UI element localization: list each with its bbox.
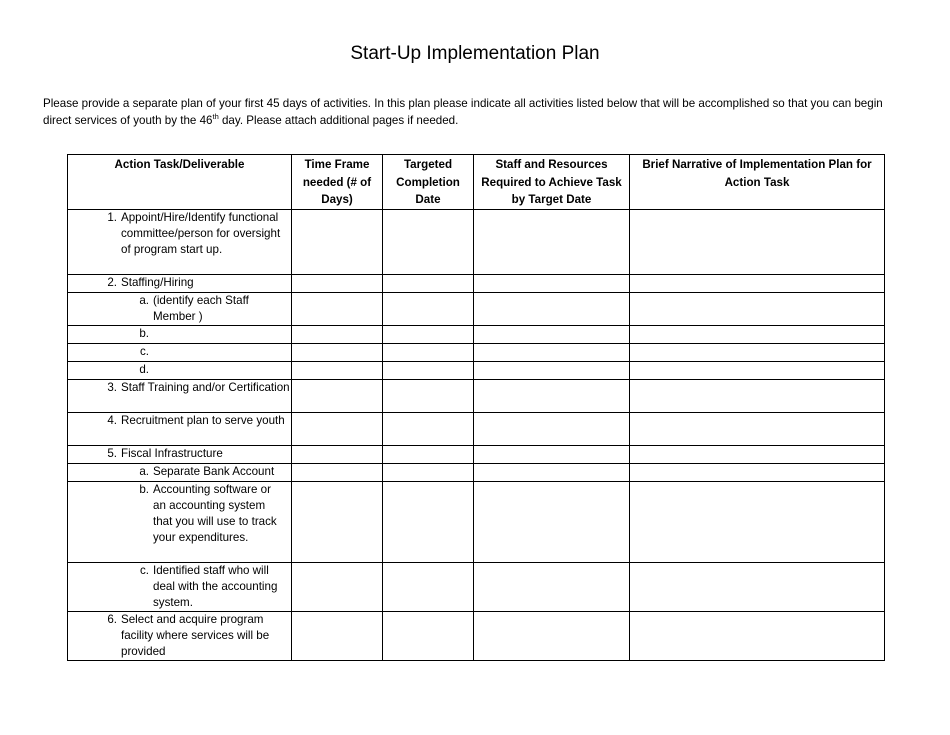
item-text: Select and acquire program facility where services will be provided [121, 612, 270, 658]
narrative-cell[interactable] [630, 379, 885, 412]
time-frame-cell[interactable] [292, 412, 383, 445]
task-cell [68, 463, 292, 481]
completion-date-cell[interactable] [383, 463, 474, 481]
ordinal-suffix: th [212, 112, 219, 121]
task-cell [68, 325, 292, 343]
table-row [68, 343, 885, 361]
staff-resources-cell[interactable] [474, 325, 630, 343]
item-text: (identify each Staff Member ) [153, 293, 249, 323]
task-cell [68, 379, 292, 412]
task-cell [68, 562, 292, 611]
item-letter: b. [139, 482, 149, 496]
completion-date-cell[interactable] [383, 481, 474, 562]
staff-resources-cell[interactable] [474, 361, 630, 379]
table-row [68, 379, 885, 412]
time-frame-cell[interactable] [292, 325, 383, 343]
narrative-cell[interactable] [630, 325, 885, 343]
header-target-date: Targeted Completion Date [383, 155, 474, 210]
item-text: Staff Training and/or Certification [121, 380, 290, 394]
item-text [153, 362, 291, 378]
table-row [68, 445, 885, 463]
header-row [68, 155, 885, 210]
item-text [153, 326, 291, 342]
completion-date-cell[interactable] [383, 379, 474, 412]
task-cell [68, 343, 292, 361]
instructions-text: Please provide a separate plan of your first 45 days of activities. In this plan please indicate all activities listed below that will be accomplished so that you can begin direct services of youth by the 46 [43, 97, 883, 127]
table-row [68, 562, 885, 611]
table-row [68, 209, 885, 274]
completion-date-cell[interactable] [383, 445, 474, 463]
narrative-cell[interactable] [630, 412, 885, 445]
staff-resources-cell[interactable] [474, 379, 630, 412]
narrative-cell[interactable] [630, 209, 885, 274]
implementation-plan-table [67, 154, 885, 661]
instructions-paragraph [43, 95, 913, 129]
staff-resources-cell[interactable] [474, 209, 630, 274]
time-frame-cell[interactable] [292, 463, 383, 481]
item-number: 1. [107, 210, 117, 224]
item-number: 5. [107, 446, 117, 460]
item-text: Recruitment plan to serve youth [121, 413, 285, 427]
header-staff-resources: Staff and Resources Required to Achieve Task by Target Date [474, 155, 630, 210]
task-cell [68, 611, 292, 660]
time-frame-cell[interactable] [292, 209, 383, 274]
task-cell [68, 445, 292, 463]
task-cell [68, 292, 292, 325]
item-number: 3. [107, 380, 117, 394]
time-frame-cell[interactable] [292, 274, 383, 292]
narrative-cell[interactable] [630, 463, 885, 481]
completion-date-cell[interactable] [383, 292, 474, 325]
page-title: Start-Up Implementation Plan [350, 43, 600, 64]
time-frame-cell[interactable] [292, 361, 383, 379]
completion-date-cell[interactable] [383, 611, 474, 660]
table-row [68, 292, 885, 325]
item-letter: c. [139, 344, 149, 358]
completion-date-cell[interactable] [383, 209, 474, 274]
time-frame-cell[interactable] [292, 292, 383, 325]
staff-resources-cell[interactable] [474, 445, 630, 463]
time-frame-cell[interactable] [292, 445, 383, 463]
header-time-frame: Time Frame needed (# of Days) [292, 155, 383, 210]
item-letter: d. [139, 362, 149, 376]
header-action-task: Action Task/Deliverable [68, 155, 292, 210]
staff-resources-cell[interactable] [474, 562, 630, 611]
instructions-text-end: day. Please attach additional pages if needed. [218, 114, 459, 127]
narrative-cell[interactable] [630, 481, 885, 562]
time-frame-cell[interactable] [292, 611, 383, 660]
narrative-cell[interactable] [630, 343, 885, 361]
item-letter: a. [139, 293, 149, 307]
item-letter: a. [139, 464, 149, 478]
item-letter: b. [139, 326, 149, 340]
item-text: Appoint/Hire/Identify functional committee/person for oversight of program start up. [121, 210, 281, 256]
task-cell [68, 412, 292, 445]
table-row [68, 274, 885, 292]
completion-date-cell[interactable] [383, 274, 474, 292]
item-text: Accounting software or an accounting system that you will use to track your expenditures. [153, 482, 277, 544]
completion-date-cell[interactable] [383, 412, 474, 445]
completion-date-cell[interactable] [383, 325, 474, 343]
item-text: Staffing/Hiring [121, 275, 194, 289]
item-text: Identified staff who will deal with the accounting system. [153, 563, 278, 609]
task-cell [68, 209, 292, 274]
staff-resources-cell[interactable] [474, 292, 630, 325]
table-row [68, 412, 885, 445]
completion-date-cell[interactable] [383, 361, 474, 379]
time-frame-cell[interactable] [292, 379, 383, 412]
staff-resources-cell[interactable] [474, 343, 630, 361]
table-row [68, 361, 885, 379]
staff-resources-cell[interactable] [474, 481, 630, 562]
item-number: 6. [107, 612, 117, 626]
task-cell [68, 274, 292, 292]
item-number: 4. [107, 413, 117, 427]
item-text: Separate Bank Account [153, 464, 275, 478]
item-text [153, 344, 291, 360]
time-frame-cell[interactable] [292, 481, 383, 562]
narrative-cell[interactable] [630, 361, 885, 379]
table-row [68, 611, 885, 660]
task-cell [68, 481, 292, 562]
staff-resources-cell[interactable] [474, 463, 630, 481]
time-frame-cell[interactable] [292, 562, 383, 611]
table-row [68, 325, 885, 343]
completion-date-cell[interactable] [383, 562, 474, 611]
completion-date-cell[interactable] [383, 343, 474, 361]
narrative-cell[interactable] [630, 562, 885, 611]
item-letter: c. [139, 563, 149, 577]
table-row [68, 463, 885, 481]
header-narrative: Brief Narrative of Implementation Plan for Action Task [630, 155, 885, 210]
staff-resources-cell[interactable] [474, 412, 630, 445]
item-text: Fiscal Infrastructure [121, 446, 223, 460]
staff-resources-cell[interactable] [474, 611, 630, 660]
item-number: 2. [107, 275, 117, 289]
staff-resources-cell[interactable] [474, 274, 630, 292]
task-cell [68, 361, 292, 379]
narrative-cell[interactable] [630, 445, 885, 463]
narrative-cell[interactable] [630, 292, 885, 325]
narrative-cell[interactable] [630, 274, 885, 292]
narrative-cell[interactable] [630, 611, 885, 660]
table-row [68, 481, 885, 562]
time-frame-cell[interactable] [292, 343, 383, 361]
